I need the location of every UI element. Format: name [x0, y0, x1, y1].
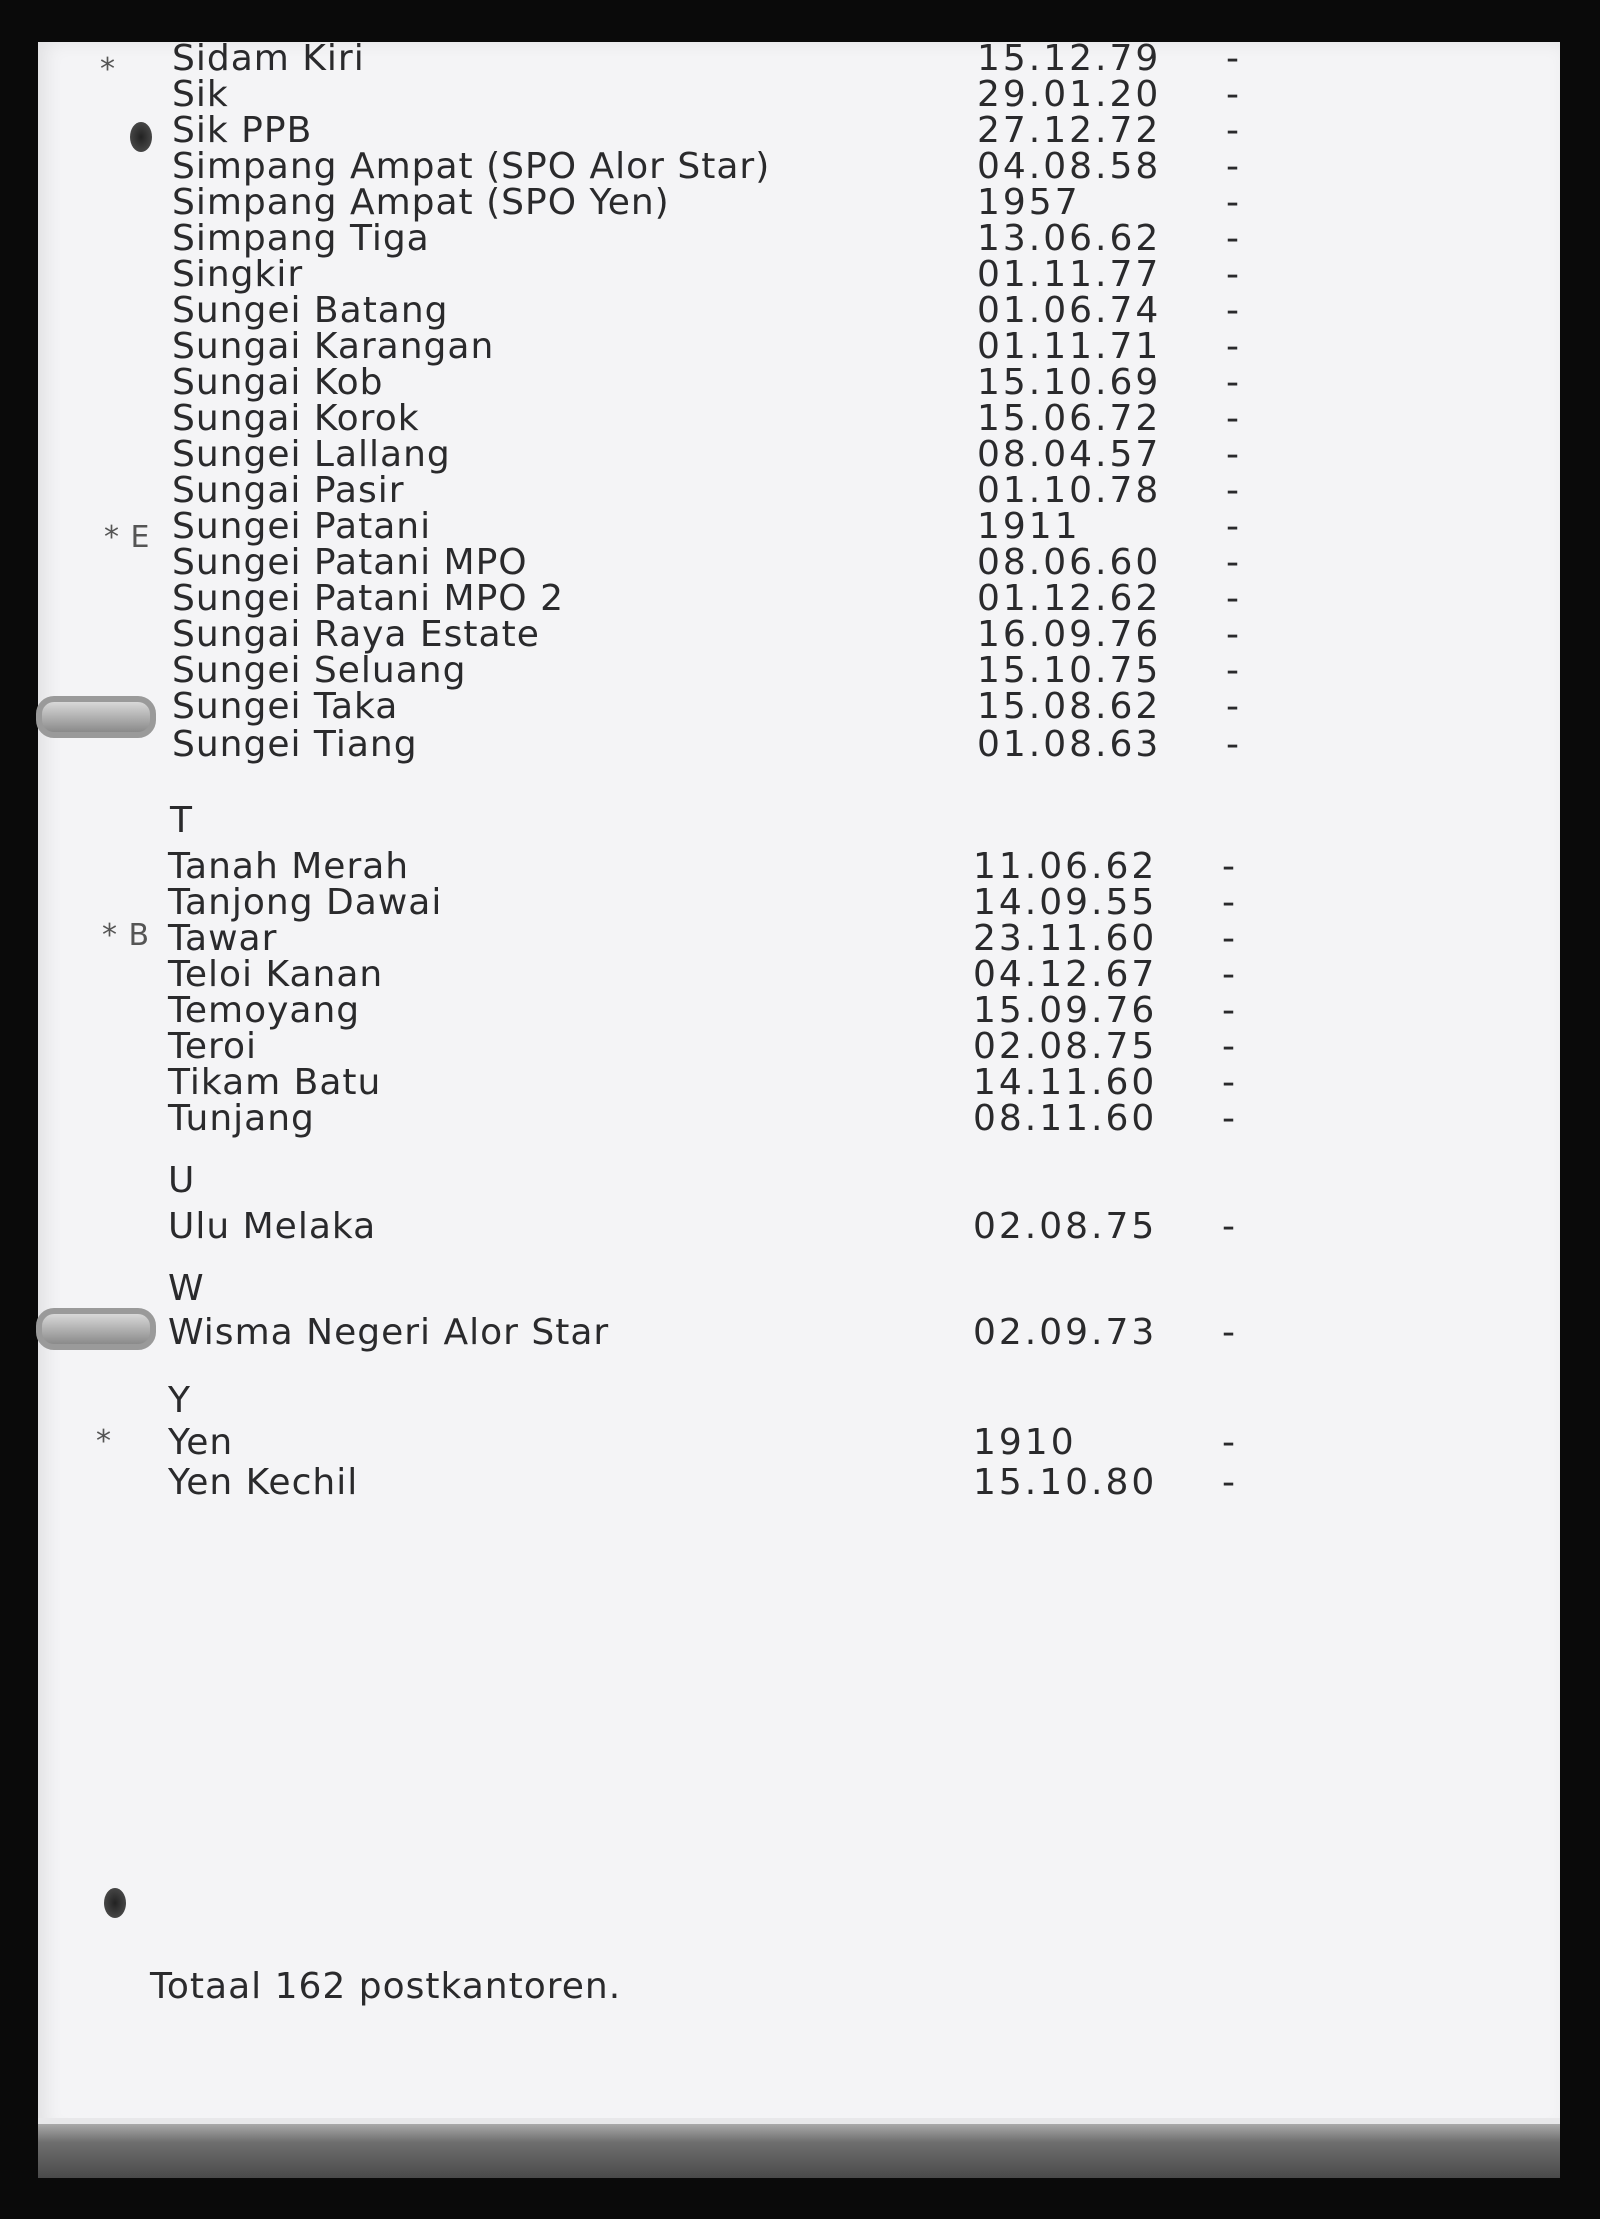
entry-name: Tawar — [168, 918, 278, 959]
entry-dash: - — [1222, 1206, 1236, 1247]
entry-name: Yen Kechil — [168, 1462, 359, 1503]
margin-marker-sungei-patani: * E — [104, 520, 151, 555]
entry-dash: - — [1226, 434, 1240, 475]
entry-date: 1910 — [973, 1422, 1077, 1463]
entry-dash: - — [1222, 1312, 1236, 1353]
entry-name: Sungei Taka — [172, 686, 399, 727]
entry-dash: - — [1226, 254, 1240, 295]
entry-name: Sungei Seluang — [172, 650, 467, 691]
entry-date: 29.01.20 — [977, 74, 1162, 115]
entry-dash: - — [1226, 614, 1240, 655]
entry-date: 14.09.55 — [973, 882, 1158, 923]
entry-dash: - — [1226, 146, 1240, 187]
entry-name: Sungei Patani MPO 2 — [172, 578, 564, 619]
entry-name: Sungei Tiang — [172, 724, 418, 765]
entry-date: 1957 — [977, 182, 1081, 223]
entry-name: Tikam Batu — [168, 1062, 382, 1103]
entry-dash: - — [1226, 398, 1240, 439]
entry-date: 14.11.60 — [973, 1062, 1158, 1103]
entry-date: 08.04.57 — [977, 434, 1162, 475]
entry-dash: - — [1226, 578, 1240, 619]
entry-dash: - — [1222, 1462, 1236, 1503]
entry-date: 27.12.72 — [977, 110, 1162, 151]
entry-dash: - — [1222, 918, 1236, 959]
entry-date: 15.12.79 — [977, 38, 1162, 79]
entry-date: 15.10.75 — [977, 650, 1162, 691]
entry-name: Simpang Ampat (SPO Alor Star) — [172, 146, 771, 187]
punch-hole-bottom — [104, 1888, 126, 1918]
entry-date: 08.11.60 — [973, 1098, 1158, 1139]
entry-date: 01.08.63 — [977, 724, 1162, 765]
entry-dash: - — [1222, 1422, 1236, 1463]
entry-date: 11.06.62 — [973, 846, 1158, 887]
entry-name: Sik — [172, 74, 229, 115]
entry-dash: - — [1222, 954, 1236, 995]
total-note: Totaal 162 postkantoren. — [150, 1966, 622, 2007]
entry-dash: - — [1226, 470, 1240, 511]
section-letter-w: W — [168, 1268, 205, 1309]
entry-name: Singkir — [172, 254, 304, 295]
entry-dash: - — [1226, 218, 1240, 259]
entry-date: 15.10.69 — [977, 362, 1162, 403]
entry-dash: - — [1222, 846, 1236, 887]
entry-date: 15.10.80 — [973, 1462, 1158, 1503]
entry-date: 23.11.60 — [973, 918, 1158, 959]
entry-dash: - — [1222, 882, 1236, 923]
entry-name: Sik PPB — [172, 110, 313, 151]
entry-name: Sungai Korok — [172, 398, 420, 439]
entry-dash: - — [1226, 74, 1240, 115]
entry-dash: - — [1226, 724, 1240, 765]
entry-date: 16.09.76 — [977, 614, 1162, 655]
entry-name: Temoyang — [168, 990, 361, 1031]
entry-name: Sungai Kob — [172, 362, 384, 403]
entry-dash: - — [1226, 182, 1240, 223]
binder-ring-lower — [36, 1308, 156, 1350]
entry-name: Sungei Patani — [172, 506, 432, 547]
entry-name: Tanjong Dawai — [168, 882, 443, 923]
entry-date: 02.08.75 — [973, 1026, 1158, 1067]
entry-date: 04.12.67 — [973, 954, 1158, 995]
section-letter-u: U — [168, 1160, 196, 1201]
entry-date: 01.10.78 — [977, 470, 1162, 511]
entry-dash: - — [1222, 1026, 1236, 1067]
entry-name: Sungai Pasir — [172, 470, 405, 511]
entry-name: Tanah Merah — [168, 846, 410, 887]
entry-name: Wisma Negeri Alor Star — [168, 1312, 610, 1353]
margin-marker-tawar: * B — [102, 918, 151, 953]
entry-date: 02.08.75 — [973, 1206, 1158, 1247]
entry-dash: - — [1226, 650, 1240, 691]
entry-name: Yen — [168, 1422, 234, 1463]
entry-name: Ulu Melaka — [168, 1206, 377, 1247]
entry-dash: - — [1226, 290, 1240, 331]
entry-dash: - — [1222, 1062, 1236, 1103]
entry-dash: - — [1222, 990, 1236, 1031]
entry-dash: - — [1222, 1098, 1236, 1139]
entry-date: 15.08.62 — [977, 686, 1162, 727]
entry-name: Sungei Lallang — [172, 434, 451, 475]
section-letter-t: T — [170, 800, 193, 841]
entry-name: Simpang Ampat (SPO Yen) — [172, 182, 670, 223]
entry-date: 1911 — [977, 506, 1081, 547]
punch-hole-top — [130, 122, 152, 152]
binder-ring-upper — [36, 696, 156, 738]
entry-name: Teloi Kanan — [168, 954, 384, 995]
entry-dash: - — [1226, 38, 1240, 79]
entry-name: Simpang Tiga — [172, 218, 430, 259]
entry-dash: - — [1226, 110, 1240, 151]
entry-date: 15.06.72 — [977, 398, 1162, 439]
entry-date: 01.11.77 — [977, 254, 1162, 295]
entry-dash: - — [1226, 542, 1240, 583]
entry-dash: - — [1226, 362, 1240, 403]
margin-marker-sik: * — [100, 52, 116, 87]
entry-dash: - — [1226, 506, 1240, 547]
entry-date: 13.06.62 — [977, 218, 1162, 259]
entry-name: Teroi — [168, 1026, 258, 1067]
entry-date: 01.06.74 — [977, 290, 1162, 331]
entry-name: Tunjang — [168, 1098, 315, 1139]
entry-date: 01.11.71 — [977, 326, 1162, 367]
entry-name: Sidam Kiri — [172, 38, 365, 79]
entry-date: 02.09.73 — [973, 1312, 1158, 1353]
entry-name: Sungei Patani MPO — [172, 542, 528, 583]
entry-date: 01.12.62 — [977, 578, 1162, 619]
section-letter-y: Y — [168, 1380, 191, 1421]
entry-dash: - — [1226, 326, 1240, 367]
entry-name: Sungai Karangan — [172, 326, 495, 367]
entry-name: Sungei Batang — [172, 290, 449, 331]
entry-dash: - — [1226, 686, 1240, 727]
entry-date: 04.08.58 — [977, 146, 1162, 187]
entry-name: Sungai Raya Estate — [172, 614, 540, 655]
page-stack-edge — [38, 2118, 1560, 2178]
margin-marker-yen: * — [96, 1424, 112, 1459]
entry-date: 15.09.76 — [973, 990, 1158, 1031]
entry-date: 08.06.60 — [977, 542, 1162, 583]
